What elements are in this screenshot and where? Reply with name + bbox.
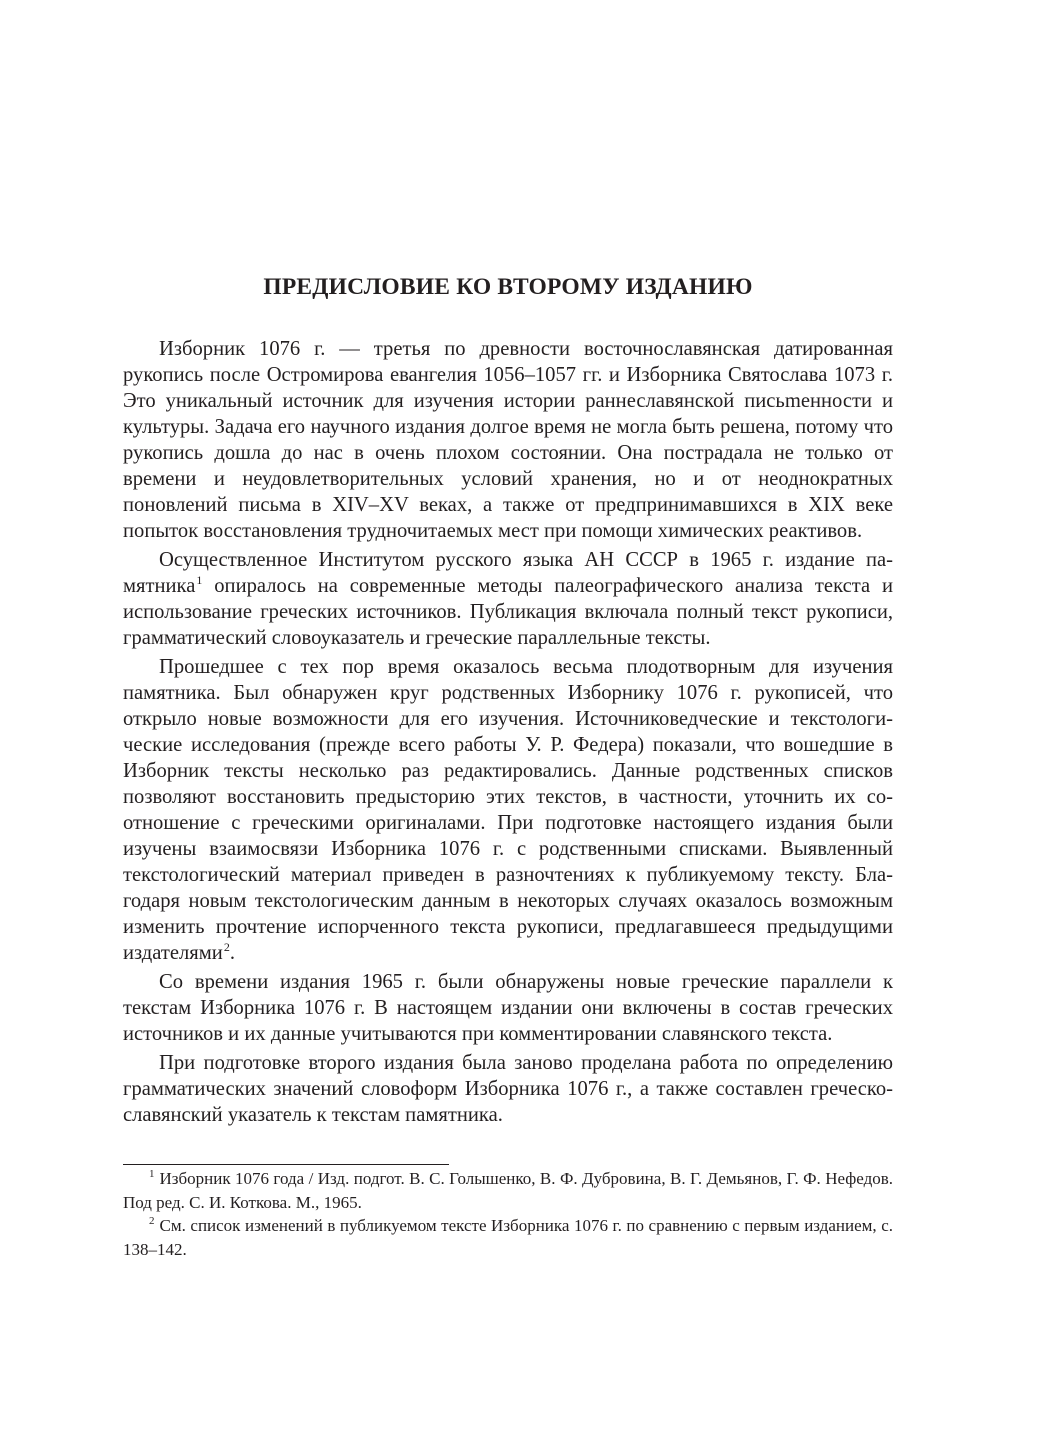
- footnote-ref-2[interactable]: 2: [223, 940, 230, 954]
- footnote-number: 1: [149, 1168, 155, 1180]
- footnote-text: Изборник 1076 года / Изд. подгот. В. С. Голышенко, В. Ф. Дубровина, В. Г. Демьянов, Г. Ф. Нефедов. Под ред. С. И. Коткова. М., 1965.: [123, 1169, 893, 1212]
- footnote-text: См. список изменений в публикуемом тексте Изборника 1076 г. по сравнению с первым изданием, с. 138–142.: [123, 1216, 893, 1259]
- paragraph-4: [123, 969, 893, 1047]
- footnote-2: [123, 1214, 893, 1261]
- paragraph-text: Изборник 1076 г. — третья по древности восточнославянская датированная рукопись после Остромирова евангелия 1056–1057 гг. и Изборника Святослава 1073 г. Это уникальный источник для изучения истории раннеславянской письmенности и культуры. Задача его научного издания долгое время не могла быть решена, потому что рукопись дошла до нас в очень плохом состоянии. Она пострадала не только от времени и неудовлетворительных условий хранения, но и от неоднократных поновлений письма в XIV–XV веках, а также от предпринимавшихся в XIX веке попыток восстановления трудночитаемых мест при помощи химических реактивов.: [123, 338, 893, 542]
- footnote-number: 2: [149, 1215, 155, 1227]
- paragraph-2: [123, 547, 893, 651]
- paragraph-text: Со времени издания 1965 г. были обнаружены новые греческие параллели к текстам Изборника 1076 г. В настоящем издании они включены в состав греческих источников и их данные учитываются при комментировании славянского текста.: [123, 971, 893, 1045]
- page-title: ПРЕДИСЛОВИЕ КО ВТОРОМУ ИЗДАНИЮ: [263, 273, 753, 300]
- paragraph-text: Осуществленное Институтом русского языка АН СССР в 1965 г. издание памятника: [123, 549, 893, 597]
- paragraph-5: [123, 1050, 893, 1128]
- footnote-divider: [123, 1164, 449, 1165]
- footnote-1: [123, 1167, 893, 1214]
- paragraph-text: опиралось на современные методы палеографического анализа текста и использование греческих источников. Публикация включала полный текст рукописи, грамматический словоуказатель и греческие параллельные тексты.: [123, 575, 893, 649]
- footnotes: [123, 1167, 893, 1261]
- body-text: [123, 336, 893, 1131]
- paragraph-text: .: [229, 942, 235, 964]
- paragraph-1: [123, 336, 893, 544]
- paragraph-3: [123, 654, 893, 966]
- footnote-ref-1[interactable]: 1: [196, 573, 203, 587]
- paragraph-text: Прошедшее с тех пор время оказалось весьма плодотворным для изучения памятника. Был обнаружен круг родственных Изборнику 1076 г. рукописей, что открыло новые возможности для его изучения. Источниковедческие и текстологические исследования (прежде всего работы У. Р. Федера) показали, что вошедшие в Изборник тексты несколько раз редактировались. Данные родственных списков позволяют восстановить предысторию этих текстов, в частности, уточнить их соотношение с греческими оригиналами. При подготовке настоящего издания были изучены взаимосвязи Изборника 1076 г. с родственными списками. Выявленный текстологический материал приведен в разночтениях к публикуемому тексту. Благодаря новым текстологическим данным в некоторых случаях оказалось возможным изменить прочтение испорченного текста рукописи, предлагавшееся предыдущими издателями: [123, 656, 893, 964]
- paragraph-text: При подготовке второго издания была заново проделана работа по определению грамматических значений словоформ Изборника 1076 г., а также составлен греческо-славянский указатель к текстам памятника.: [123, 1052, 893, 1126]
